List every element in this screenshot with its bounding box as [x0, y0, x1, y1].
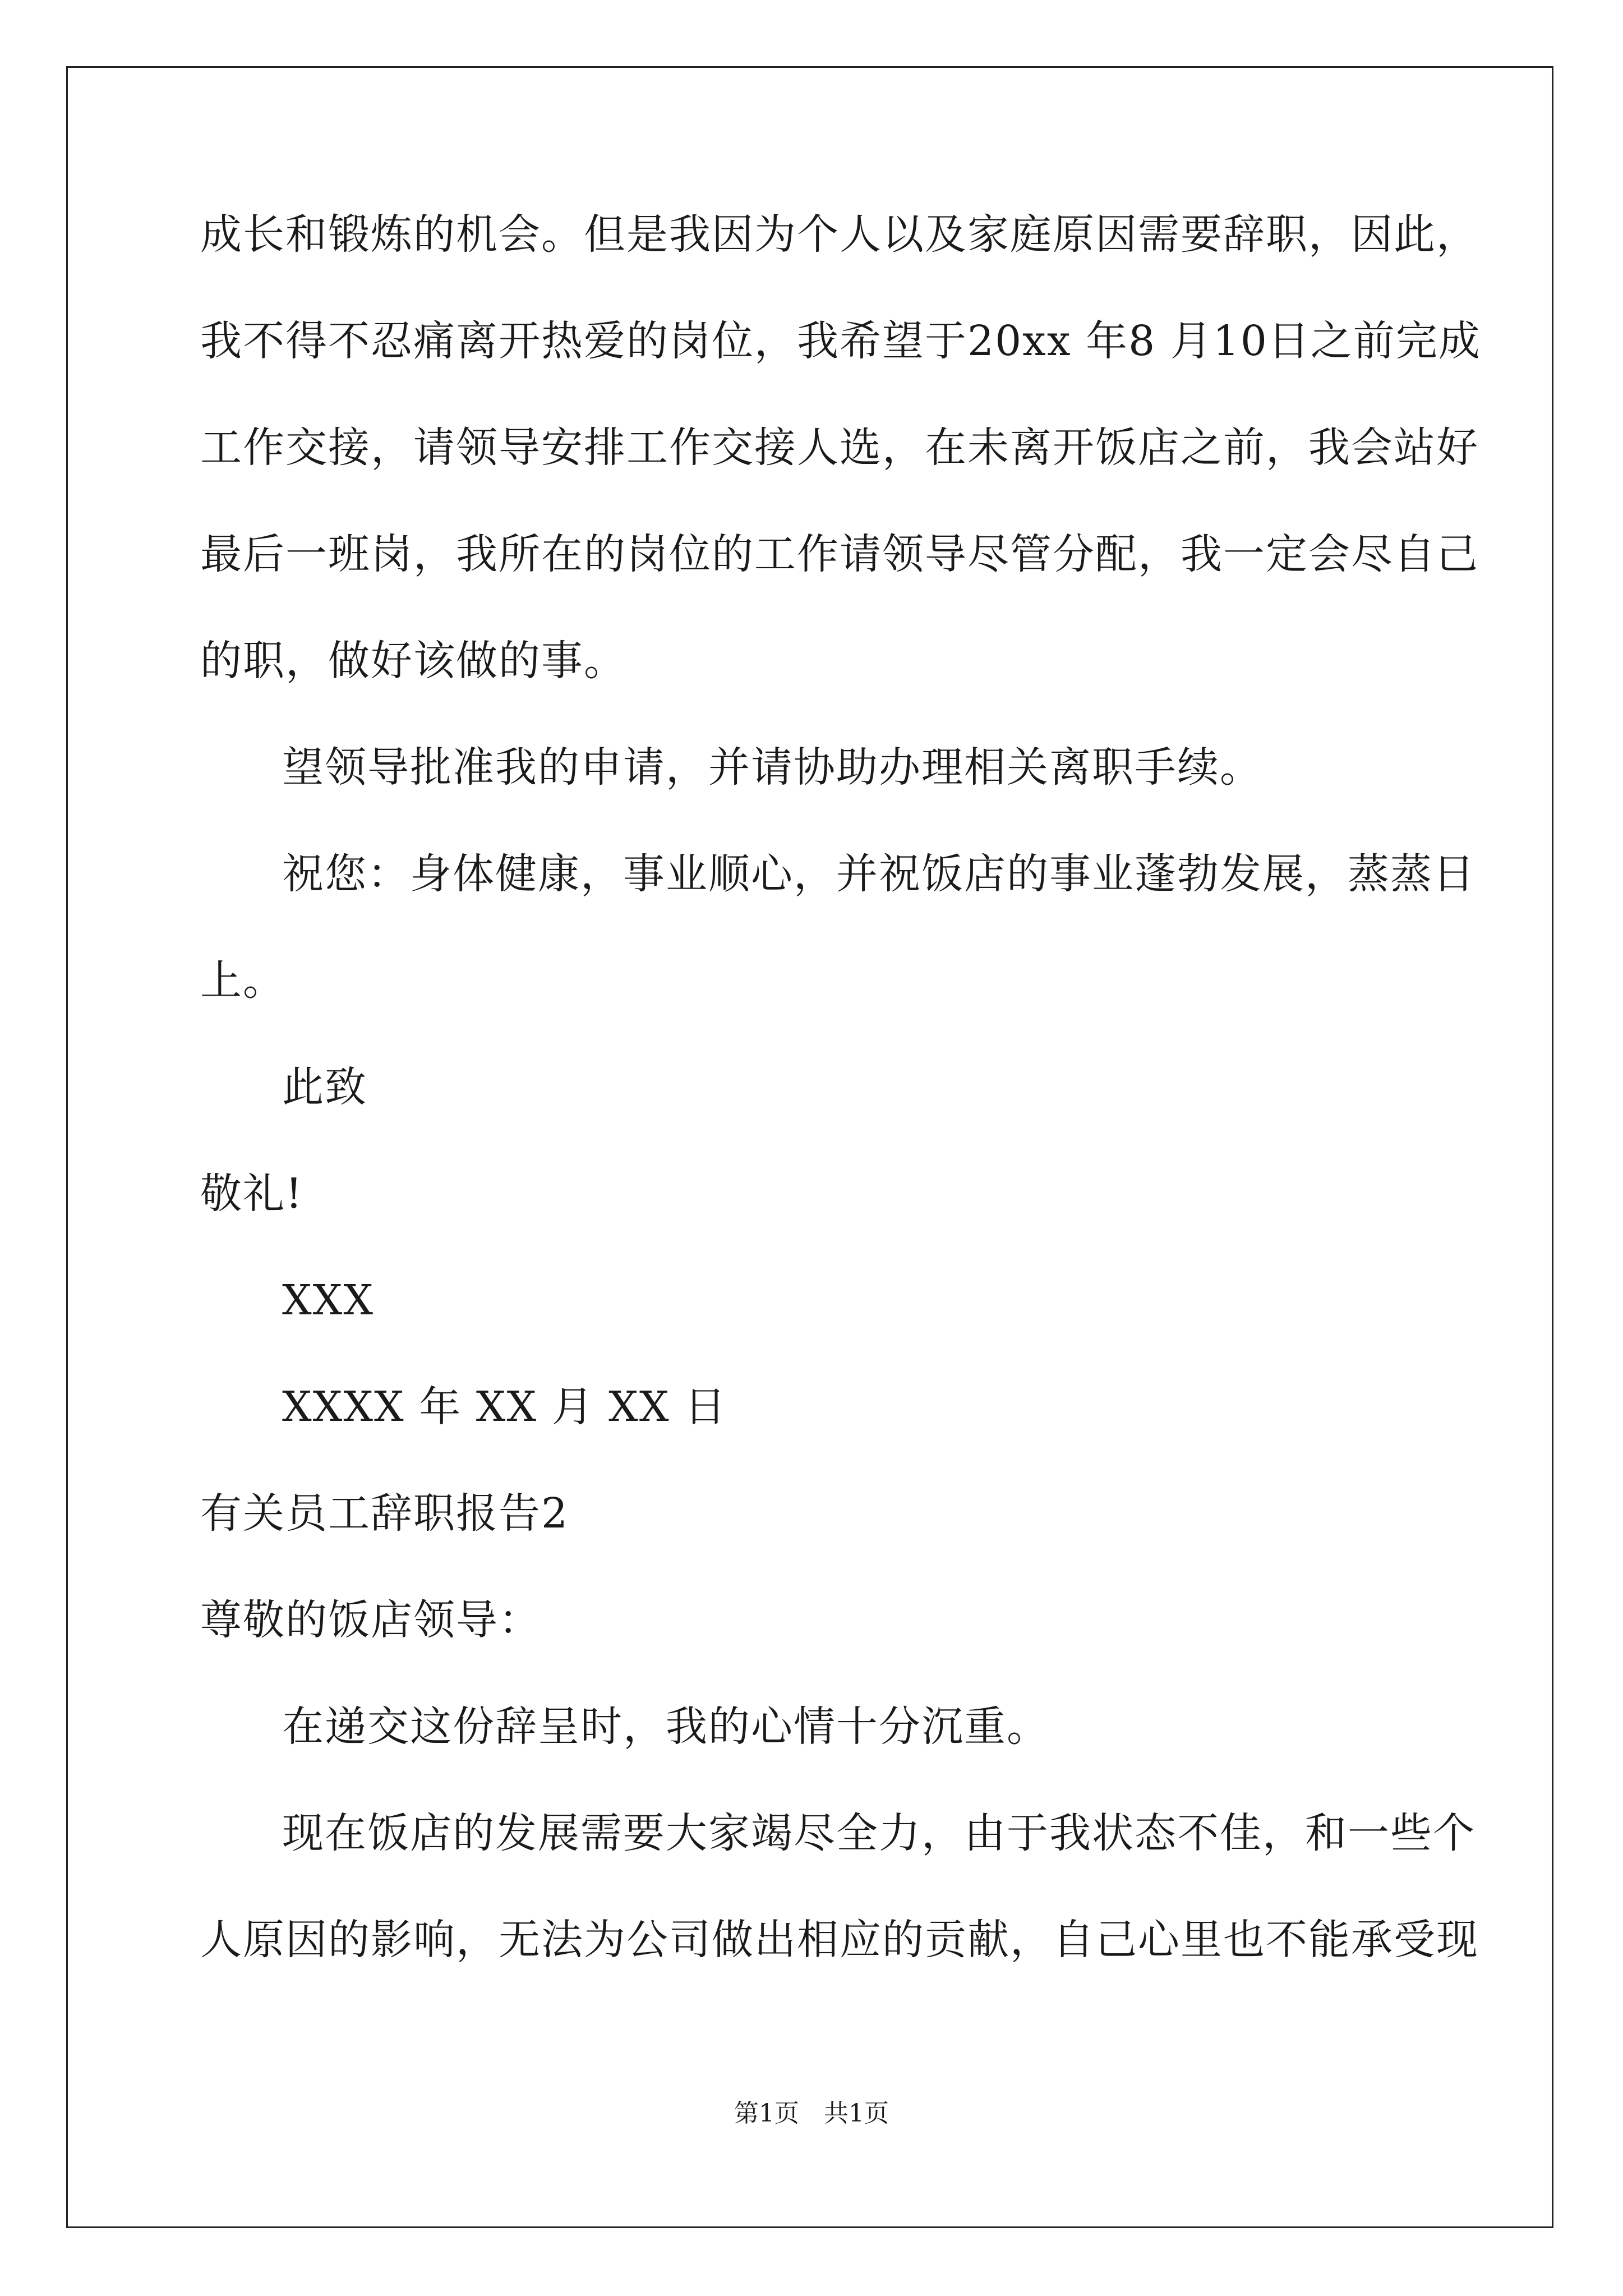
signature-date: XXXX 年 XX 月 XX 日: [282, 1383, 727, 1431]
body-line: 现在饭店的发展需要大家竭尽全力，由于我状态不佳，和一些个: [282, 1809, 1476, 1857]
body-line: 最后一班岗，我所在的岗位的工作请领导尽管分配，我一定会尽自己: [200, 530, 1479, 578]
body-line: 我不得不忍痛离开热爱的岗位，我希望于20xx 年8 月10日之前完成: [200, 317, 1481, 365]
page-border: [66, 66, 1553, 2228]
body-line: 成长和锻炼的机会。但是我因为个人以及家庭原因需要辞职，因此，: [200, 210, 1479, 259]
closing-regards: 敬礼!: [200, 1170, 303, 1218]
body-line: 的职，做好该做的事。: [200, 637, 626, 685]
page-number-footer: 第1页 共1页: [734, 2099, 889, 2128]
section-title: 有关员工辞职报告2: [200, 1489, 569, 1538]
closing-salutation: 此致: [282, 1063, 367, 1111]
body-line: 人原因的影响，无法为公司做出相应的贡献，自己心里也不能承受现: [200, 1916, 1479, 1964]
body-line: 望领导批准我的申请，并请协助办理相关离职手续。: [282, 743, 1262, 792]
body-line: 祝您：身体健康，事业顺心，并祝饭店的事业蓬勃发展，蒸蒸日: [282, 850, 1476, 898]
body-line: 在递交这份辞呈时，我的心情十分沉重。: [282, 1703, 1049, 1751]
body-line: 上。: [200, 956, 285, 1005]
signature-name: XXX: [282, 1276, 375, 1324]
letter-greeting: 尊敬的饭店领导：: [200, 1596, 541, 1644]
body-line: 工作交接，请领导安排工作交接人选，在未离开饭店之前，我会站好: [200, 424, 1479, 472]
